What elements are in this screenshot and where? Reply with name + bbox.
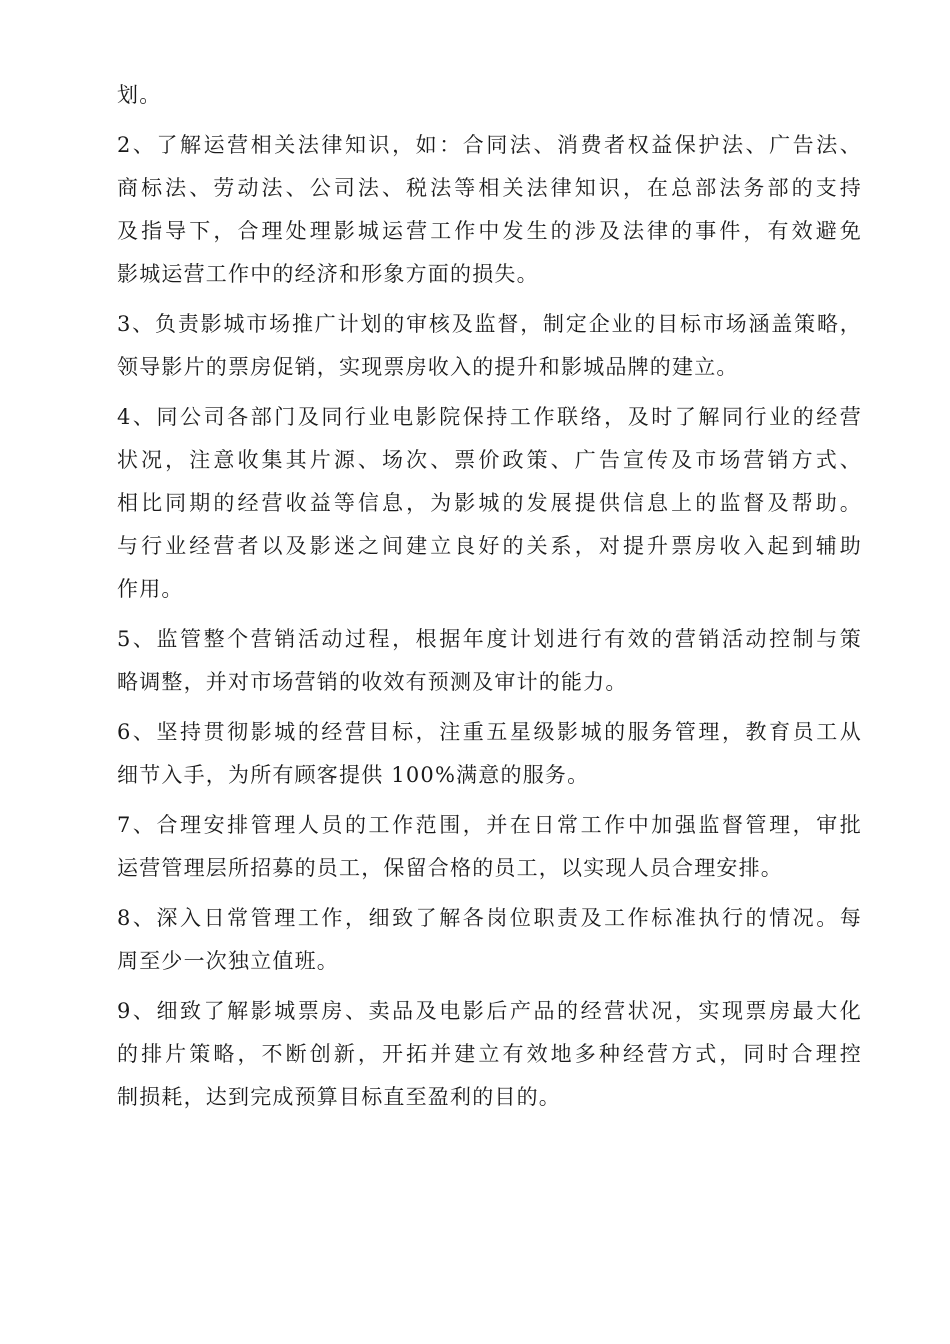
paragraph-item-9: [117, 990, 862, 1119]
text-line: 6、坚持贯彻影城的经营目标，注重五星级影城的服务管理，教育员工从: [117, 720, 862, 744]
text-line: 5、监管整个营销活动过程，根据年度计划进行有效的营销活动控制与策: [117, 627, 862, 651]
text-line: 细节入手，为所有顾客提供 100%满意的服务。: [117, 763, 590, 787]
text-line: 作用。: [117, 577, 184, 601]
paragraph-item-4: [117, 396, 862, 611]
paragraph-continuation: [117, 74, 862, 117]
text-line: 略调整，并对市场营销的收效有预测及审计的能力。: [117, 670, 628, 694]
text-line: 状况，注意收集其片源、场次、票价政策、广告宣传及市场营销方式、: [117, 448, 862, 472]
text-line: 的排片策略，不断创新，开拓并建立有效地多种经营方式，同时合理控: [117, 1042, 862, 1066]
text-line: 领导影片的票房促销，实现票房收入的提升和影城品牌的建立。: [117, 355, 739, 379]
paragraph-item-2: [117, 124, 862, 296]
text-line: 及指导下，合理处理影城运营工作中发生的涉及法律的事件，有效避免: [117, 219, 862, 243]
text-line: 7、合理安排管理人员的工作范围，并在日常工作中加强监督管理，审批: [117, 813, 862, 837]
text-line: 商标法、劳动法、公司法、税法等相关法律知识，在总部法务部的支持: [117, 176, 862, 200]
text-line: 运营管理层所招募的员工，保留合格的员工，以实现人员合理安排。: [117, 856, 783, 880]
text-line: 2、了解运营相关法律知识，如：合同法、消费者权益保护法、广告法、: [117, 133, 862, 157]
paragraph-item-5: [117, 618, 862, 704]
paragraph-item-3: [117, 303, 862, 389]
text-line: 相比同期的经营收益等信息，为影城的发展提供信息上的监督及帮助。: [117, 491, 862, 515]
text-line: 3、负责影城市场推广计划的审核及监督，制定企业的目标市场涵盖策略，: [117, 312, 862, 336]
text-line: 制损耗，达到完成预算目标直至盈利的目的。: [117, 1085, 561, 1109]
paragraph-item-6: [117, 711, 862, 797]
text-line: 4、同公司各部门及同行业电影院保持工作联络，及时了解同行业的经营: [117, 405, 862, 429]
text-line: 与行业经营者以及影迷之间建立良好的关系，对提升票房收入起到辅助: [117, 534, 862, 558]
text-line: 影城运营工作中的经济和形象方面的损失。: [117, 262, 539, 286]
text-line: 9、细致了解影城票房、卖品及电影后产品的经营状况，实现票房最大化: [117, 999, 862, 1023]
paragraph-item-7: [117, 804, 862, 890]
document-body: [117, 74, 862, 1126]
paragraph-item-8: [117, 897, 862, 983]
text-line: 周至少一次独立值班。: [117, 949, 339, 973]
text-line: 8、深入日常管理工作，细致了解各岗位职责及工作标准执行的情况。每: [117, 906, 862, 930]
text-line: 划。: [117, 83, 162, 107]
